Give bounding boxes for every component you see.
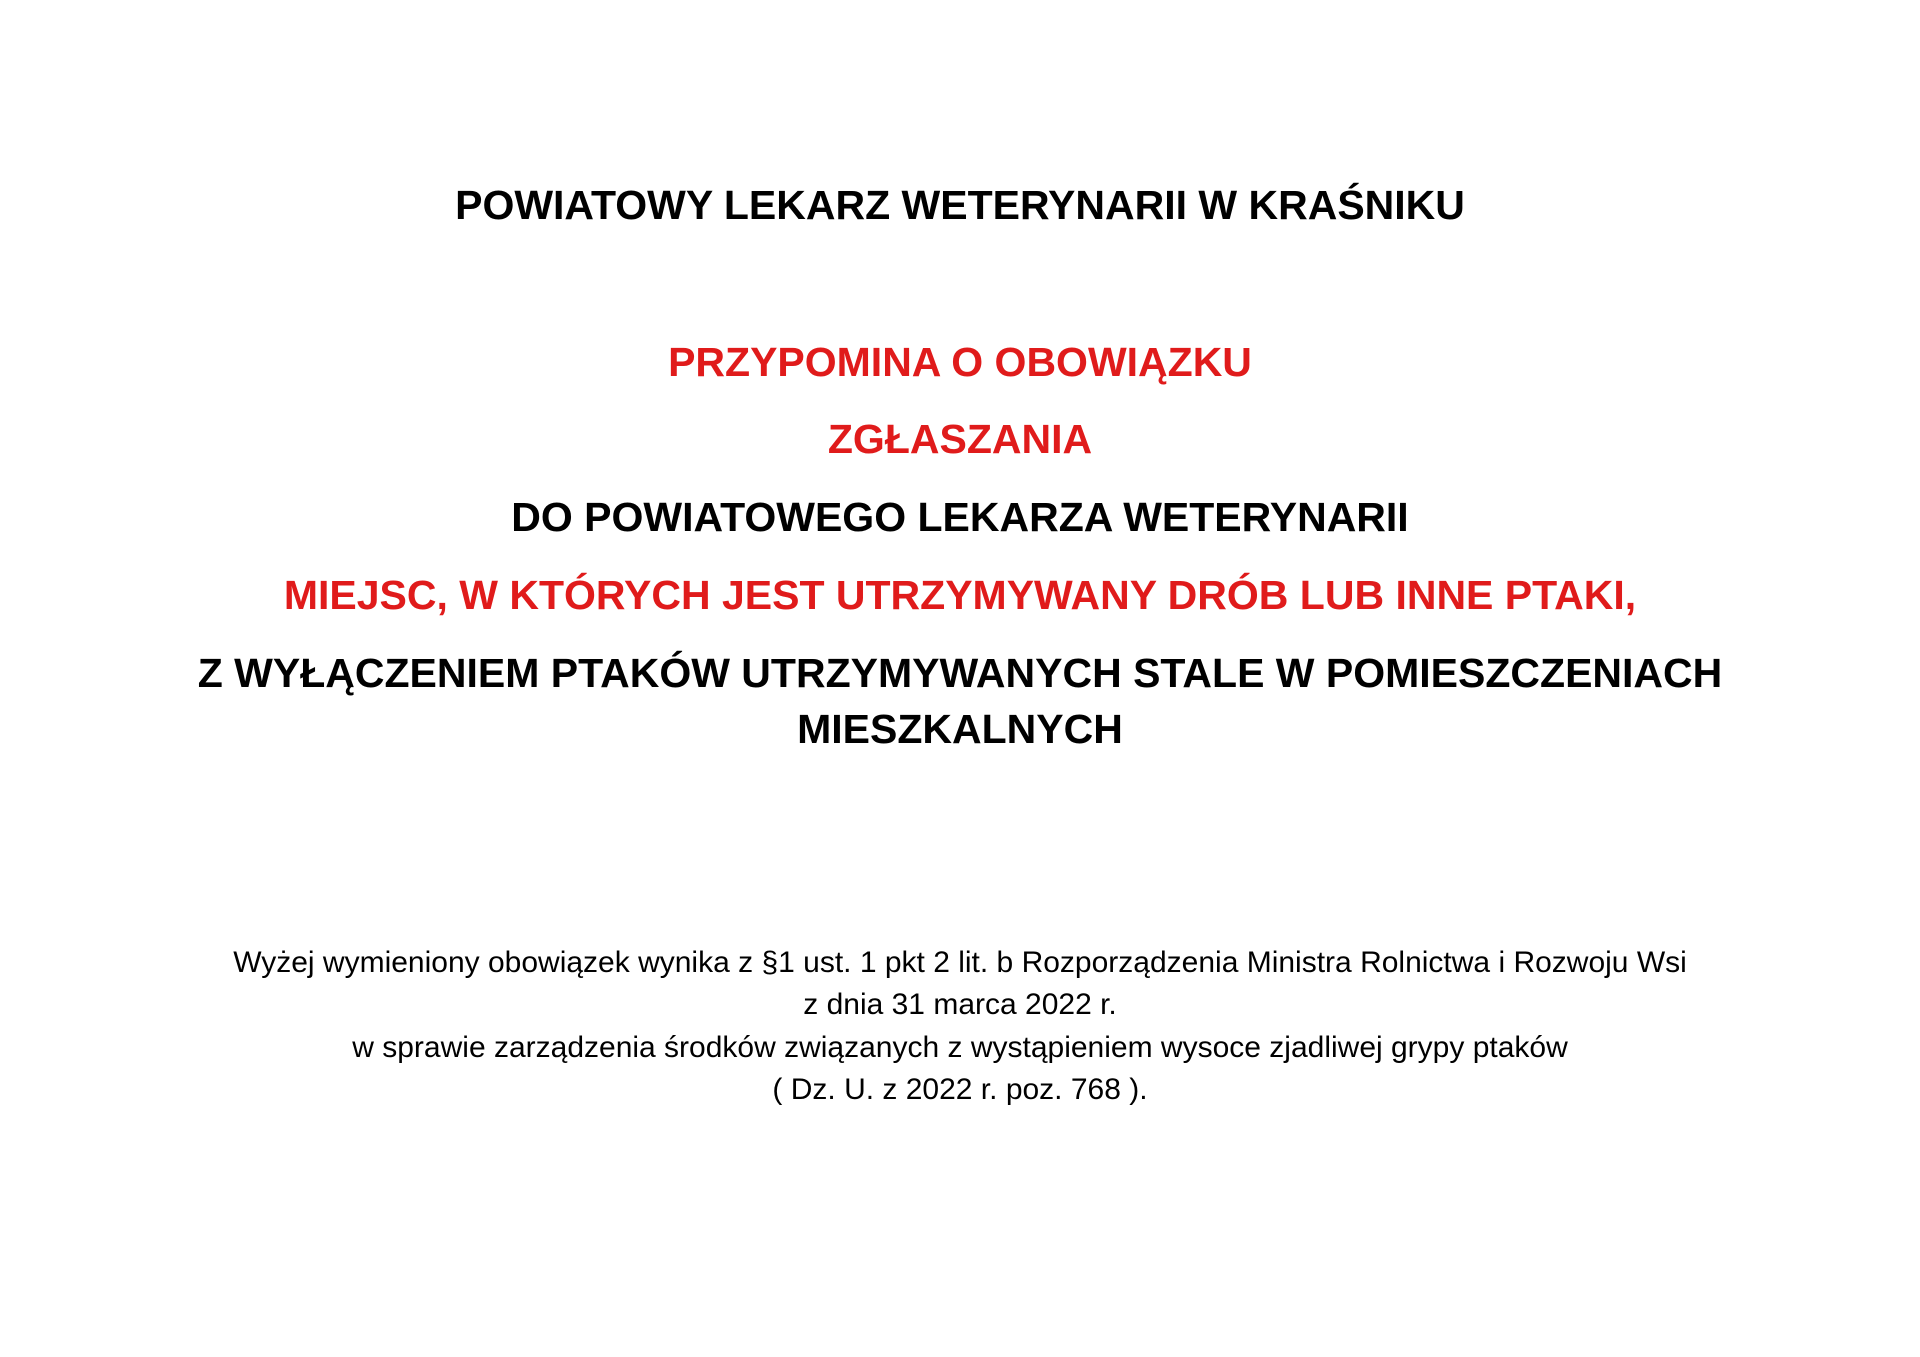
legal-basis-line-4: ( Dz. U. z 2022 r. poz. 768 ). bbox=[772, 1073, 1148, 1106]
legal-basis-line-2: z dnia 31 marca 2022 r. bbox=[803, 988, 1117, 1021]
reporting-heading: ZGŁASZANIA bbox=[827, 416, 1093, 462]
legal-basis-line-1: Wyżej wymieniony obowiązek wynika z §1 ust. 1 pkt 2 lit. b Rozporządzenia Ministra Rolnictwa i Rozwoju Wsi bbox=[233, 946, 1687, 979]
recipient-line: DO POWIATOWEGO LEKARZA WETERYNARII bbox=[511, 494, 1409, 540]
legal-basis-line-3: w sprawie zarządzenia środków związanych z wystąpieniem wysoce zjadliwej grypy ptaków bbox=[352, 1031, 1568, 1064]
exclusion-line-1: Z WYŁĄCZENIEM PTAKÓW UTRZYMYWANYCH STALE W POMIESZCZENIACH bbox=[197, 650, 1723, 696]
document-title: POWIATOWY LEKARZ WETERYNARII W KRAŚNIKU bbox=[455, 182, 1465, 228]
reminder-heading: PRZYPOMINA O OBOWIĄZKU bbox=[668, 339, 1252, 385]
exclusion-line-2: MIESZKALNYCH bbox=[797, 706, 1123, 752]
places-line: MIEJSC, W KTÓRYCH JEST UTRZYMYWANY DRÓB LUB INNE PTAKI, bbox=[283, 572, 1637, 618]
